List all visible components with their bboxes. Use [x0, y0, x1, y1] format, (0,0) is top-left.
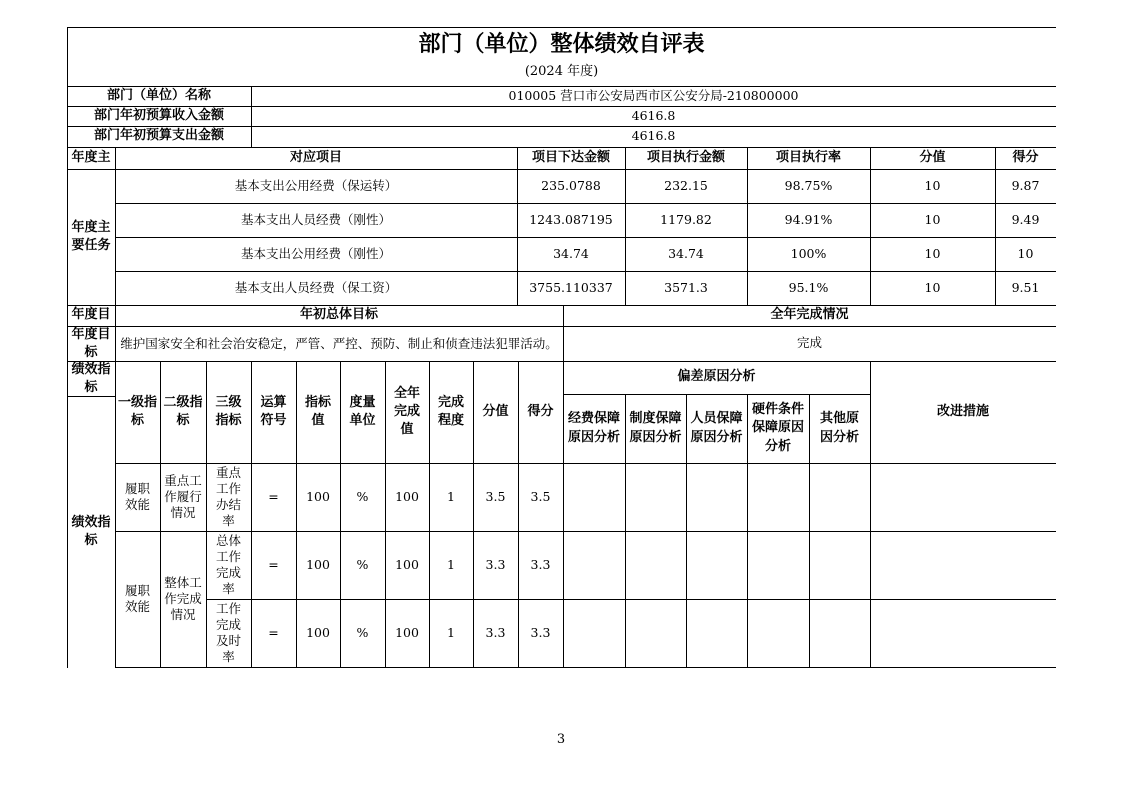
- ind-header-dev-system: 制度保障原因分析: [629, 411, 682, 445]
- ind-degree: 1: [447, 624, 455, 640]
- tasks-section-label: 年度主要任务: [71, 220, 111, 253]
- ind-header-unit: 度量单位: [349, 394, 376, 428]
- goals-header-completion: 全年完成情况: [770, 307, 849, 323]
- ind-header-level1: 一级指标: [118, 394, 158, 428]
- task-project: 基本支出公用经费（保运转）: [234, 177, 398, 193]
- page-number: 3: [556, 731, 566, 747]
- year-label: (2024 年度): [524, 63, 599, 79]
- tasks-header-score-got: 得分: [1012, 149, 1039, 165]
- ind-degree: 1: [447, 488, 455, 504]
- indicators-label-main: 绩效指标: [71, 514, 111, 548]
- task-score-got: 9.87: [1011, 177, 1040, 193]
- goals-label: 年度目标: [71, 326, 111, 360]
- tasks-header-score-value: 分值: [919, 149, 946, 165]
- ind-level1: 履职效能: [124, 582, 150, 614]
- ind-score-got: 3.3: [530, 556, 551, 572]
- ind-header-target: 指标值: [304, 394, 331, 428]
- tasks-header-project: 对应项目: [289, 149, 342, 165]
- ind-level3: 工作完成及时率: [215, 600, 241, 665]
- task-score-got: 10: [1017, 245, 1034, 261]
- task-executed: 3571.3: [664, 279, 708, 295]
- tasks-header-left: 年度主: [71, 149, 111, 165]
- ind-level3: 重点工作办结率: [215, 464, 241, 529]
- ind-header-dev-hardware: 硬件条件保障原因分析: [751, 402, 804, 454]
- ind-score-value: 3.5: [485, 488, 506, 504]
- goal-text: 维护国家安全和社会治安稳定，严管、严控、预防、制止和侦查违法犯罪活动。: [120, 335, 558, 351]
- ind-level1: 履职效能: [124, 480, 150, 512]
- expense-value: 4616.8: [631, 128, 676, 144]
- task-rate: 94.91%: [784, 211, 833, 227]
- ind-header-improvement: 改进措施: [936, 403, 989, 419]
- task-project: 基本支出人员经费（保工资）: [234, 279, 398, 295]
- ind-header-deviation: 偏差原因分析: [677, 369, 756, 385]
- ind-level2: 重点工作履行情况: [164, 472, 202, 521]
- task-score-value: 10: [924, 279, 941, 295]
- task-project: 基本支出公用经费（刚性）: [240, 245, 391, 261]
- task-allocated: 1243.087195: [529, 211, 613, 227]
- income-value: 4616.8: [631, 107, 676, 123]
- tasks-header-rate: 项目执行率: [775, 149, 841, 165]
- task-project: 基本支出人员经费（刚性）: [240, 211, 391, 227]
- indicators-label-top: 绩效指标: [71, 361, 111, 395]
- task-score-value: 10: [924, 211, 941, 227]
- ind-unit: %: [356, 624, 369, 640]
- task-rate: 95.1%: [788, 279, 829, 295]
- task-executed: 34.74: [668, 245, 704, 261]
- ind-unit: %: [356, 556, 369, 572]
- ind-header-dev-staff: 人员保障原因分析: [690, 411, 743, 445]
- ind-header-score-got: 得分: [527, 403, 554, 419]
- ind-score-got: 3.3: [530, 624, 551, 640]
- task-score-value: 10: [924, 177, 941, 193]
- ind-target: 100: [306, 624, 330, 640]
- tasks-header-executed: 项目执行金额: [646, 149, 725, 165]
- task-score-got: 9.49: [1011, 211, 1040, 227]
- ind-score-got: 3.5: [530, 488, 551, 504]
- ind-actual: 100: [395, 488, 419, 504]
- ind-operator: =: [268, 556, 279, 572]
- ind-header-dev-funding: 经费保障原因分析: [567, 411, 620, 445]
- ind-header-actual: 全年完成值: [393, 385, 420, 438]
- task-allocated: 3755.110337: [529, 279, 613, 295]
- task-rate: 98.75%: [784, 177, 833, 193]
- ind-header-operator: 运算符号: [260, 394, 287, 428]
- ind-level2: 整体工作完成情况: [164, 574, 202, 623]
- income-label: 部门年初预算收入金额: [93, 107, 224, 123]
- task-executed: 1179.82: [660, 211, 712, 227]
- task-rate: 100%: [790, 245, 827, 261]
- rule: [115, 667, 1056, 668]
- ind-score-value: 3.3: [485, 556, 506, 572]
- expense-label: 部门年初预算支出金额: [93, 128, 224, 144]
- ind-header-score-value: 分值: [482, 403, 509, 419]
- ind-target: 100: [306, 488, 330, 504]
- ind-actual: 100: [395, 556, 419, 572]
- dept-name-label: 部门（单位）名称: [106, 87, 211, 103]
- ind-header-degree: 完成程度: [437, 394, 464, 428]
- goals-header-left: 年度目: [71, 307, 111, 323]
- completion-text: 完成: [796, 335, 822, 351]
- ind-unit: %: [356, 488, 369, 504]
- task-allocated: 235.0788: [541, 177, 601, 193]
- ind-operator: =: [268, 488, 279, 504]
- task-allocated: 34.74: [553, 245, 589, 261]
- goals-header-goal: 年初总体目标: [299, 307, 378, 323]
- ind-header-level3: 三级指标: [215, 394, 242, 428]
- table-border-top: [67, 27, 1056, 28]
- ind-header-dev-other: 其他原因分析: [819, 411, 859, 445]
- ind-level3: 总体工作完成率: [215, 532, 241, 597]
- ind-header-level2: 二级指标: [163, 394, 203, 428]
- ind-actual: 100: [395, 624, 419, 640]
- ind-operator: =: [268, 624, 279, 640]
- task-executed: 232.15: [664, 177, 708, 193]
- task-score-value: 10: [924, 245, 941, 261]
- ind-score-value: 3.3: [485, 624, 506, 640]
- task-score-got: 9.51: [1011, 279, 1040, 295]
- ind-target: 100: [306, 556, 330, 572]
- ind-degree: 1: [447, 556, 455, 572]
- tasks-header-allocated: 项目下达金额: [531, 149, 610, 165]
- page-title: 部门（单位）整体绩效自评表: [418, 31, 705, 57]
- dept-name-value: 010005 营口市公安局西市区公安分局-210800000: [508, 87, 799, 103]
